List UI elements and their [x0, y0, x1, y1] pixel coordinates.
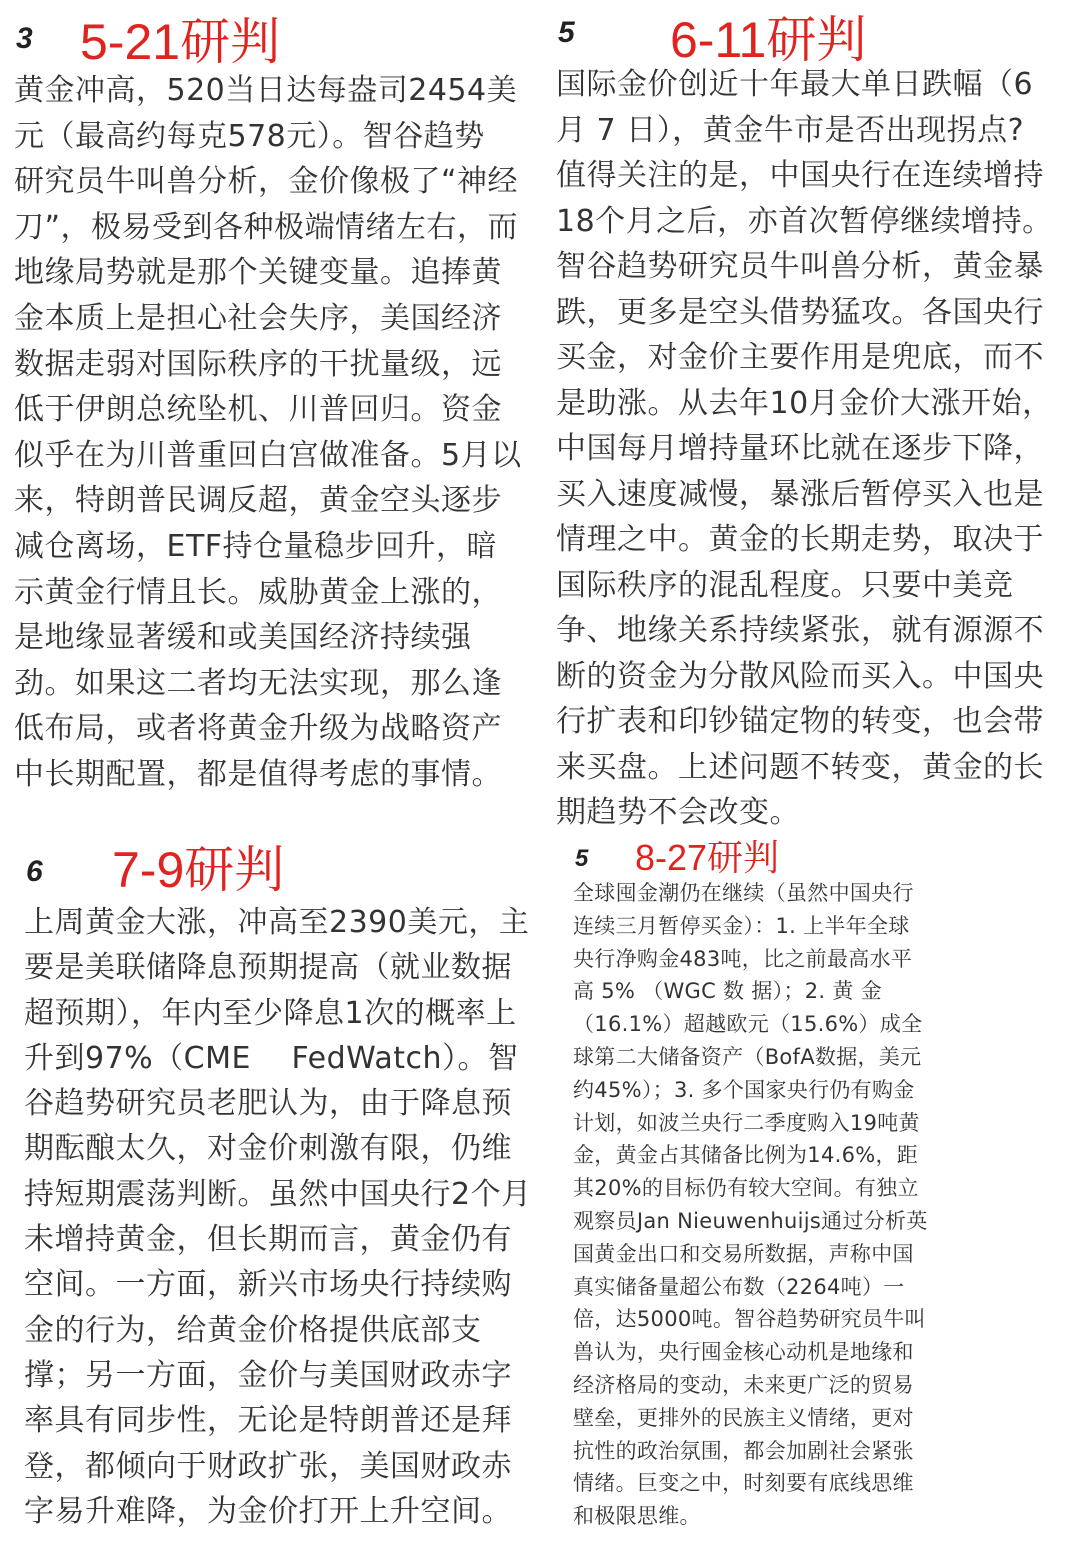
text-line: 数据走弱对国际秩序的干扰量级，远	[14, 346, 502, 382]
text-line: 中长期配置，都是值得考虑的事情。	[14, 756, 502, 792]
text-line: 示黄金行情且长。威胁黄金上涨的，	[14, 574, 502, 610]
text-line: 断的资金为分散风险而买入。中国央	[556, 658, 1044, 694]
text-line: 谷趋势研究员老肥认为，由于降息预	[24, 1086, 512, 1122]
text-line: 争、地缘关系持续紧张，就有源源不	[556, 613, 1044, 648]
analysis-panel-0827	[555, 825, 1080, 1551]
text-line: 经济格局的变动，未来更广泛的贸易	[573, 1372, 914, 1397]
analysis-panel-0611	[540, 0, 1080, 830]
text-line: 其20%的目标仍有较大空间。有独立	[573, 1176, 919, 1201]
text-line: 情理之中。黄金的长期走势，取决于	[556, 522, 1044, 557]
text-line: 兽认为，央行囤金核心动机是地缘和	[573, 1340, 914, 1365]
text-line: 智谷趋势研究员牛叫兽分析，黄金暴	[556, 249, 1044, 284]
panel-title: 6-11研判	[670, 12, 867, 68]
text-line: 买金，对金价主要作用是兜底，而不	[556, 340, 1044, 375]
section-number: 3	[16, 22, 33, 55]
text-line: 约45%）；3. 多个国家央行仍有购金	[573, 1077, 915, 1102]
text-line: 国际秩序的混乱程度。只要中美竞	[556, 567, 1014, 603]
text-line: 计划，如波兰央行二季度购入19吨黄	[573, 1110, 920, 1135]
text-line: 元（最高约每克578元）。智谷趋势	[14, 118, 485, 154]
section-number: 5	[575, 845, 589, 872]
text-line: 18个月之后，亦首次暂停继续增持。	[556, 203, 1053, 239]
analysis-panel-0521	[0, 0, 540, 820]
text-line: 期趋势不会改变。	[556, 795, 800, 830]
section-number: 5	[558, 16, 575, 49]
text-line: 低布局，或者将黄金升级为战略资产	[14, 711, 502, 747]
text-line: 金本质上是担心社会失序，美国经济	[14, 300, 502, 336]
text-line: 全球囤金潮仍在继续（虽然中国央行	[573, 881, 914, 905]
text-line: 超预期），年内至少降息1次的概率上	[24, 995, 517, 1031]
text-line: 央行净购金483吨，比之前最高水平	[573, 946, 913, 971]
text-line: 中国每月增持量环比就在逐步下降，	[556, 431, 1044, 466]
text-line: 和极限思维。	[573, 1504, 701, 1529]
text-line: 国黄金出口和交易所数据，声称中国	[573, 1241, 914, 1266]
text-line: 来，特朗普民调反超，黄金空头逐步	[14, 483, 502, 519]
panel-title: 8-27研判	[635, 837, 780, 878]
text-line: 高 5% （WGC 数 据）；2. 黄 金	[573, 979, 882, 1004]
text-line: 观察员Jan Nieuwenhuijs通过分析英	[573, 1208, 928, 1233]
section-number: 6	[26, 855, 43, 888]
text-line: 跌，更多是空头借势猛攻。各国央行	[556, 294, 1044, 330]
text-line: 升到97%（CME FedWatch）。智	[24, 1040, 519, 1076]
text-line: 连续三月暂停买金）：1. 上半年全球	[573, 913, 910, 938]
panel-body	[14, 68, 538, 798]
text-line: 上周黄金大涨，冲高至2390美元，主	[24, 905, 530, 940]
panel-title: 5-21研判	[80, 14, 281, 70]
text-line: 期酝酿太久，对金价刺激有限，仍维	[24, 1131, 512, 1167]
text-line: 买入速度减慢，暴涨后暂停买入也是	[556, 476, 1044, 512]
text-line: 低于伊朗总统坠机、川普回归。资金	[14, 392, 502, 428]
text-line: 持短期震荡判断。虽然中国央行2个月	[24, 1176, 532, 1212]
text-line: 抗性的政治氛围，都会加剧社会紧张	[573, 1438, 914, 1463]
analysis-panel-0709	[0, 825, 550, 1551]
panel-body	[556, 62, 1078, 836]
text-line: 刀”，极易受到各种极端情绪左右，而	[14, 209, 519, 245]
text-line: 地缘局势就是那个关键变量。追捧黄	[14, 255, 502, 291]
text-line: 未增持黄金，但长期而言，黄金仍有	[24, 1222, 512, 1258]
text-line: 情绪。巨变之中，时刻要有底线思维	[573, 1471, 914, 1496]
panel-body	[573, 877, 973, 1533]
text-line: 空间。一方面，新兴市场央行持续购	[24, 1267, 512, 1303]
panel-title: 7-9研判	[112, 842, 285, 898]
text-line: 壁垒，更排外的民族主义情绪，更对	[573, 1405, 914, 1430]
text-line: 要是美联储降息预期提高（就业数据	[24, 950, 512, 986]
text-line: 球第二大储备资产（BofA数据，美元	[573, 1044, 922, 1069]
panel-body	[24, 900, 544, 1534]
text-line: 国际金价创近十年最大单日跌幅（6	[556, 67, 1034, 102]
text-line: 月 7 日），黄金牛市是否出现拐点?	[556, 112, 1025, 148]
text-line: 似乎在为川普重回白宫做准备。5月以	[14, 437, 522, 473]
text-line: 倍，达5000吨。智谷趋势研究员牛叫	[573, 1307, 926, 1332]
text-line: 登，都倾向于财政扩张，美国财政赤	[24, 1448, 512, 1484]
text-line: 是地缘显著缓和或美国经济持续强	[14, 620, 472, 656]
text-line: 来买盘。上述问题不转变，黄金的长	[556, 749, 1044, 785]
text-line: 黄金冲高，520当日达每盎司2454美	[14, 73, 518, 108]
text-line: 撑；另一方面，金价与美国财政赤字	[24, 1357, 512, 1393]
text-line: 研究员牛叫兽分析，金价像极了“神经	[14, 164, 519, 200]
text-line: 真实储备量超公布数（2264吨）一	[573, 1274, 905, 1299]
text-line: 值得关注的是，中国央行在连续增持	[556, 158, 1044, 193]
text-line: 金的行为，给黄金价格提供底部支	[24, 1312, 482, 1348]
text-line: 行扩表和印钞锚定物的转变，也会带	[556, 704, 1044, 739]
text-line: 减仓离场，ETF持仓量稳步回升，暗	[14, 528, 498, 564]
text-line: 劲。如果这二者均无法实现，那么逢	[14, 665, 502, 701]
text-line: 金，黄金占其储备比例为14.6%，距	[573, 1143, 919, 1168]
text-line: 是助涨。从去年10月金价大涨开始，	[556, 385, 1053, 421]
text-line: （16.1%）超越欧元（15.6%）成全	[573, 1012, 923, 1037]
text-line: 率具有同步性，无论是特朗普还是拜	[24, 1403, 512, 1439]
text-line: 字易升难降，为金价打开上升空间。	[24, 1493, 512, 1529]
